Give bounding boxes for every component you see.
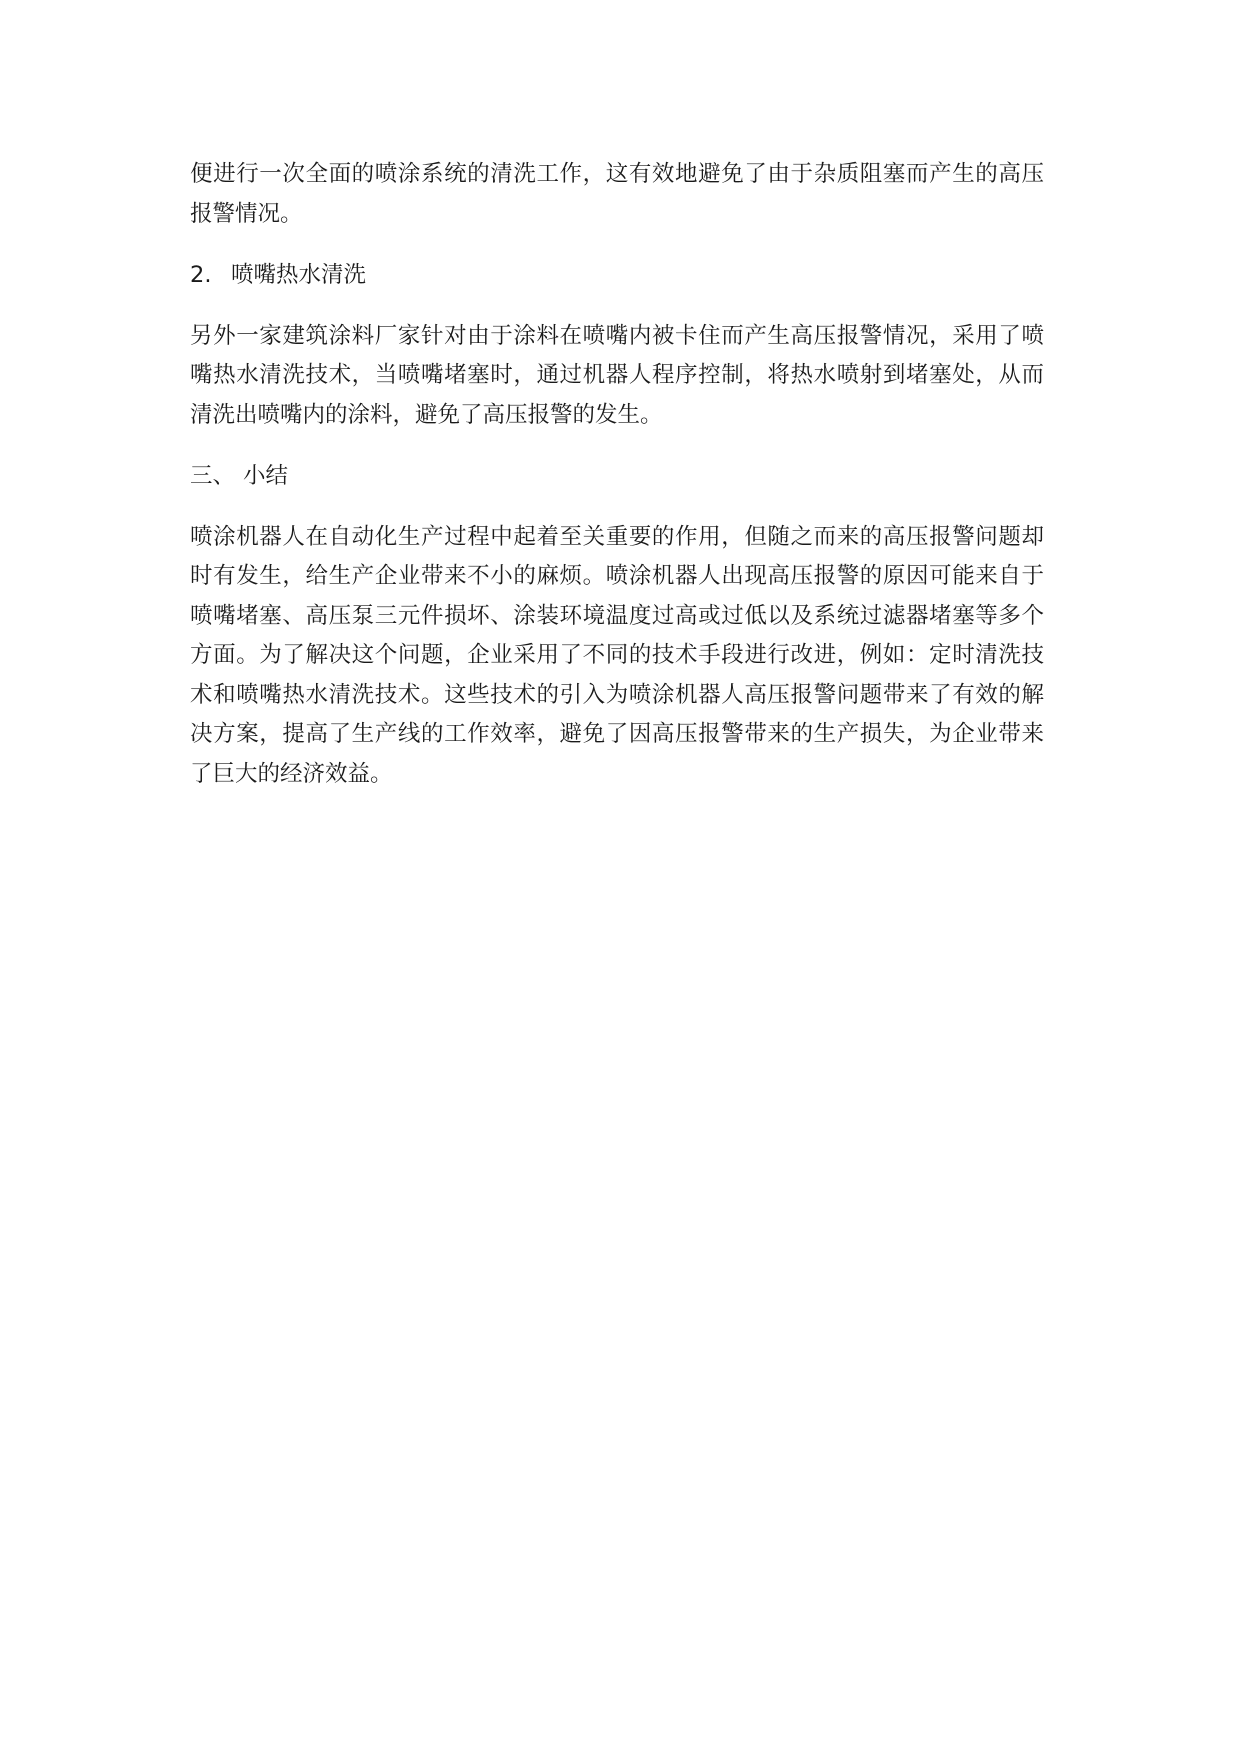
paragraph-line: 了巨大的经济效益。 bbox=[190, 760, 393, 787]
paragraph-line: 决方案，提高了生产线的工作效率，避免了因高压报警带来的生产损失，为企业带来 bbox=[190, 721, 1044, 747]
paragraph-line: 清洗出喷嘴内的涂料，避免了高压报警的发生。 bbox=[190, 401, 663, 428]
heading-line bbox=[190, 457, 1044, 497]
heading-line bbox=[190, 256, 1044, 296]
paragraph-line: 方面。为了解决这个问题，企业采用了不同的技术手段进行改进，例如：定时清洗技 bbox=[190, 642, 1044, 668]
section-heading-hot-water-cleaning bbox=[190, 256, 1044, 296]
heading-text: 喷嘴热水清洗 bbox=[231, 261, 367, 288]
document-body bbox=[190, 155, 1044, 816]
paragraph-line: 另外一家建筑涂料厂家针对由于涂料在喷嘴内被卡住而产生高压报警情况，采用了喷 bbox=[190, 322, 1044, 349]
heading-number: 2. bbox=[190, 261, 212, 288]
paragraph-summary bbox=[190, 518, 1044, 795]
paragraph-line: 嘴热水清洗技术，当喷嘴堵塞时，通过机器人程序控制，将热水喷射到堵塞处，从而 bbox=[190, 362, 1044, 388]
heading-number: 三、 bbox=[190, 462, 236, 489]
paragraph-hot-water-cleaning bbox=[190, 317, 1044, 436]
paragraph-line: 时有发生，给生产企业带来不小的麻烦。喷涂机器人出现高压报警的原因可能来自于 bbox=[190, 563, 1044, 589]
section-heading-summary bbox=[190, 457, 1044, 497]
paragraph-line: 术和喷嘴热水清洗技术。这些技术的引入为喷涂机器人高压报警问题带来了有效的解 bbox=[190, 681, 1044, 708]
paragraph-line: 报警情况。 bbox=[190, 200, 303, 227]
paragraph-line: 喷嘴堵塞、高压泵三元件损坏、涂装环境温度过高或过低以及系统过滤器堵塞等多个 bbox=[190, 602, 1044, 629]
heading-text: 小结 bbox=[243, 462, 289, 489]
paragraph-cleaning-summary bbox=[190, 155, 1044, 234]
paragraph-line: 喷涂机器人在自动化生产过程中起着至关重要的作用，但随之而来的高压报警问题却 bbox=[190, 523, 1044, 550]
paragraph-line: 便进行一次全面的喷涂系统的清洗工作，这有效地避免了由于杂质阻塞而产生的高压 bbox=[190, 161, 1044, 187]
